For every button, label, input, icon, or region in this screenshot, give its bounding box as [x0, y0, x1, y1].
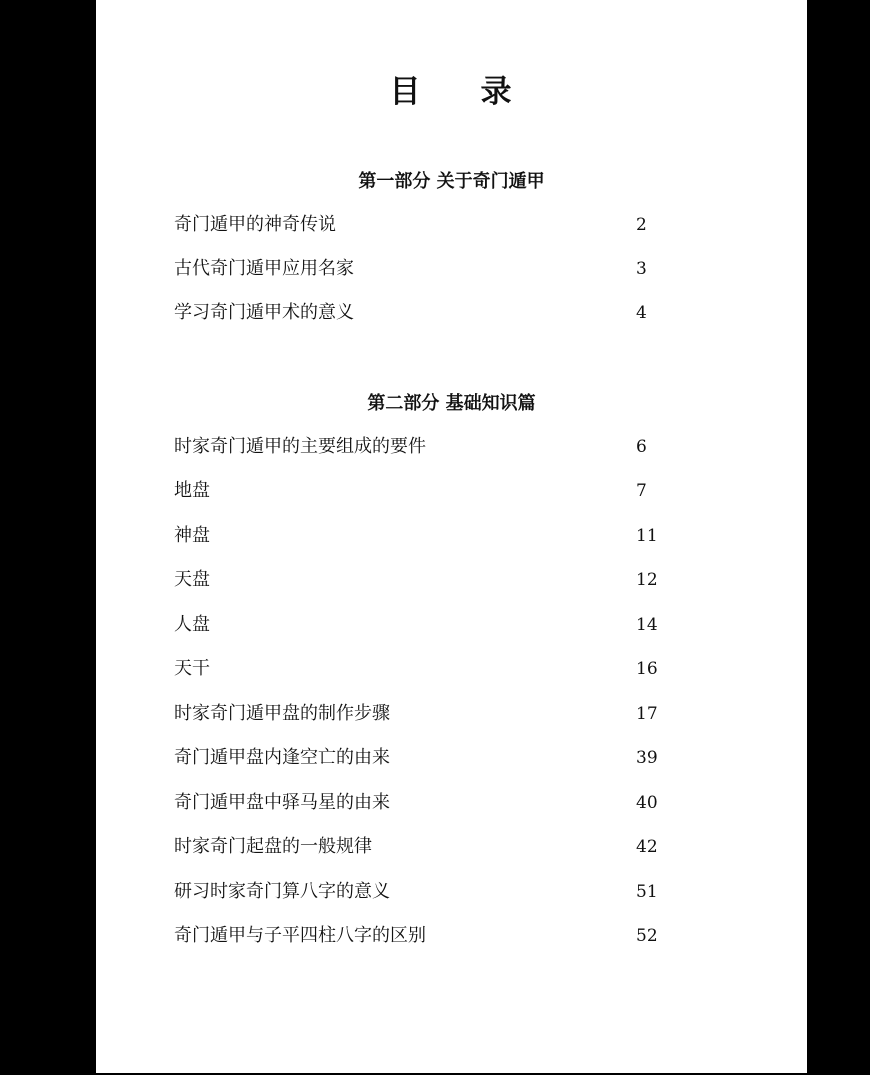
- dot-leader: [436, 434, 628, 460]
- toc-entry-page: 17: [636, 704, 658, 724]
- part2-heading: 第二部分 基础知识篇: [367, 393, 536, 414]
- toc-entry-page: 12: [636, 570, 658, 590]
- toc-entry-page: 16: [636, 659, 658, 679]
- toc-entry-label: 研习时家奇门算八字的意义: [174, 881, 390, 902]
- toc-entry[interactable]: [174, 434, 664, 460]
- toc-entry-page: 14: [636, 615, 658, 635]
- toc-entry[interactable]: [174, 523, 664, 549]
- toc-entry[interactable]: [174, 256, 664, 282]
- toc-entry-page: 11: [636, 526, 658, 546]
- dot-leader: [364, 300, 628, 326]
- dot-leader: [346, 212, 628, 238]
- toc-entry-label: 奇门遁甲盘中驿马星的由来: [174, 792, 390, 813]
- toc-title: [96, 70, 807, 114]
- toc-entry[interactable]: [174, 300, 664, 326]
- dot-leader: [382, 834, 628, 860]
- toc-entry-label: 时家奇门遁甲盘的制作步骤: [174, 703, 390, 724]
- toc-entry-page: 6: [636, 437, 647, 457]
- dot-leader: [364, 256, 628, 282]
- dot-leader: [400, 701, 628, 727]
- toc-entry-page: 51: [636, 882, 658, 902]
- toc-entry[interactable]: [174, 834, 664, 860]
- toc-entry[interactable]: [174, 478, 664, 504]
- toc-entry[interactable]: [174, 745, 664, 771]
- toc-entry-label: 天盘: [174, 569, 210, 590]
- dot-leader: [220, 478, 628, 504]
- toc-title-char-2: 录: [480, 74, 514, 110]
- dot-leader: [436, 923, 628, 949]
- toc-entry-label: 地盘: [174, 480, 210, 501]
- toc-entry[interactable]: [174, 567, 664, 593]
- toc-entry-page: 7: [636, 481, 647, 501]
- toc-entry[interactable]: [174, 612, 664, 638]
- toc-entry[interactable]: [174, 790, 664, 816]
- dot-leader: [220, 656, 628, 682]
- dot-leader: [220, 567, 628, 593]
- toc-entry-page: 52: [636, 926, 658, 946]
- toc-entry-page: 3: [636, 259, 647, 279]
- toc-entry-label: 奇门遁甲的神奇传说: [174, 214, 336, 235]
- toc-title-char-1: 目: [389, 74, 423, 110]
- dot-leader: [220, 612, 628, 638]
- toc-entry-page: 39: [636, 748, 658, 768]
- toc-entry[interactable]: [174, 923, 664, 949]
- toc-entry-label: 古代奇门遁甲应用名家: [174, 258, 354, 279]
- toc-entry[interactable]: [174, 701, 664, 727]
- part1-heading: 第一部分 关于奇门遁甲: [358, 171, 545, 192]
- toc-entry-page: 42: [636, 837, 658, 857]
- toc-entry[interactable]: [174, 212, 664, 238]
- toc-entry[interactable]: [174, 879, 664, 905]
- toc-entry-label: 神盘: [174, 525, 210, 546]
- toc-entry-label: 奇门遁甲盘内逢空亡的由来: [174, 747, 390, 768]
- dot-leader: [400, 879, 628, 905]
- toc-entry-label: 时家奇门起盘的一般规律: [174, 836, 372, 857]
- toc-entry-label: 天干: [174, 658, 210, 679]
- toc-entry-page: 2: [636, 215, 647, 235]
- toc-entry-page: 4: [636, 303, 647, 323]
- toc-entry-label: 学习奇门遁甲术的意义: [174, 302, 354, 323]
- dot-leader: [400, 745, 628, 771]
- toc-entry-label: 时家奇门遁甲的主要组成的要件: [174, 436, 426, 457]
- toc-entry-page: 40: [636, 793, 658, 813]
- toc-entry-label: 人盘: [174, 614, 210, 635]
- document-page: [96, 0, 807, 1073]
- toc-entry[interactable]: [174, 656, 664, 682]
- toc-entry-label: 奇门遁甲与子平四柱八字的区别: [174, 925, 426, 946]
- dot-leader: [400, 790, 628, 816]
- dot-leader: [220, 523, 628, 549]
